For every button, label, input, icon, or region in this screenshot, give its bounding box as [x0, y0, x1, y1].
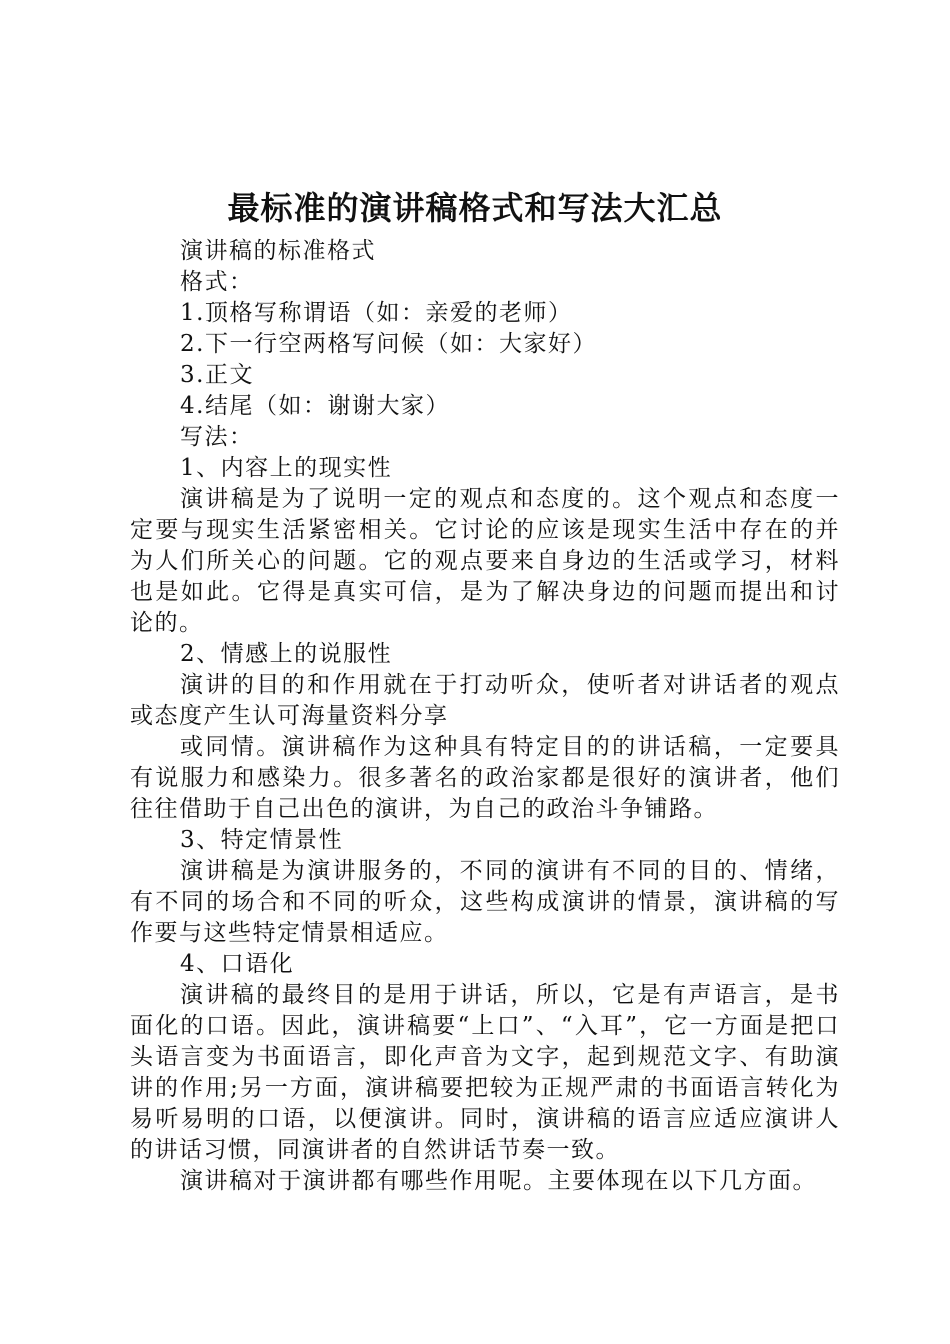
paragraph: 演讲稿的最终目的是用于讲话，所以，它是有声语言，是书面化的口语。因此，演讲稿要“上口”、“入耳”，它一方面是把口头语言变为书面语言，即化声音为文字，起到规范文字、有助演讲的作用;另一方面，演讲稿要把较为正规严肃的书面语言转化为易听易明的口语，以便演讲。同时，演讲稿的语言应适应演讲人的讲话习惯，同演讲者的自然讲话节奏一致。: [130, 982, 840, 1163]
paragraph: 演讲稿对于演讲都有哪些作用呢。主要体现在以下几方面。: [180, 1168, 817, 1194]
subheading: 2、情感上的说服性: [180, 641, 393, 667]
writing-label: 写法：: [180, 424, 254, 450]
paragraph: 演讲稿是为演讲服务的，不同的演讲有不同的目的、情绪，有不同的场合和不同的听众，这些构成演讲的情景，演讲稿的写作要与这些特定情景相适应。: [130, 858, 840, 946]
paragraph: 演讲的目的和作用就在于打动听众，使听者对讲话者的观点或态度产生认可海量资料分享: [130, 672, 840, 729]
paragraph: 或同情。演讲稿作为这种具有特定目的的讲话稿，一定要具有说服力和感染力。很多著名的政治家都是很好的演讲者，他们往往借助于自己出色的演讲，为自己的政治斗争铺路。: [130, 734, 840, 822]
paragraph: 演讲稿是为了说明一定的观点和态度的。这个观点和态度一定要与现实生活紧密相关。它讨论的应该是现实生活中存在的并为人们所关心的问题。它的观点要来自身边的生活或学习，材料也是如此。它得是真实可信，是为了解决身边的问题而提出和讨论的。: [130, 486, 840, 636]
format-item: 4.结尾（如：谢谢大家）: [180, 393, 450, 419]
format-item: 1.顶格写称谓语（如：亲爱的老师）: [180, 300, 573, 326]
document-body: [130, 236, 840, 1197]
subheading: 1、内容上的现实性: [180, 455, 393, 481]
format-item: 2.下一行空两格写问候（如：大家好）: [180, 331, 597, 357]
section-heading: 演讲稿的标准格式: [180, 238, 376, 264]
format-item: 3.正文: [180, 362, 254, 388]
subheading: 4、口语化: [180, 951, 295, 977]
format-label: 格式：: [180, 269, 254, 295]
document-title: 最标准的演讲稿格式和写法大汇总: [227, 189, 723, 227]
subheading: 3、特定情景性: [180, 827, 344, 853]
